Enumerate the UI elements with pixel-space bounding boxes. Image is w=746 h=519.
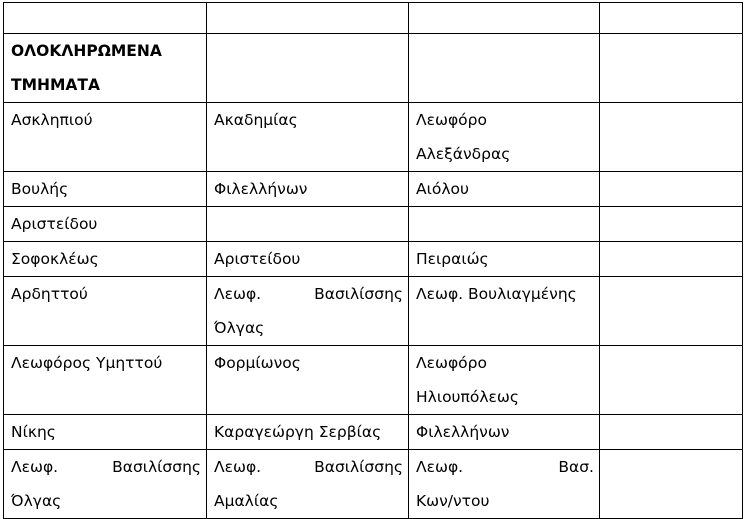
- street-cell: [207, 103, 409, 172]
- street-name-line: Λεωφ. Βουλιαγμένης: [416, 285, 577, 303]
- street-name-line: Αλεξάνδρας: [416, 145, 511, 163]
- empty-cell: [600, 346, 743, 415]
- street-cell: [4, 450, 207, 519]
- street-name-line: Λεωφ. Βασ.: [416, 458, 594, 476]
- street-cell: [207, 277, 409, 346]
- street-name-line: Αριστείδου: [214, 250, 301, 268]
- street-name-line: Λεωφ. Βασιλίσσης: [11, 458, 201, 476]
- street-cell: [409, 103, 600, 172]
- street-name-line: Φιλελλήνων: [214, 180, 308, 198]
- table-row: [4, 346, 743, 415]
- table-row: [4, 415, 743, 450]
- street-name-line: Νίκης: [11, 423, 56, 441]
- table-row: [4, 207, 743, 242]
- empty-header-row: [4, 3, 743, 34]
- section-title-line: ΤΜΗΜΑΤΑ: [11, 76, 100, 94]
- empty-cell: [600, 415, 743, 450]
- street-cell: [409, 207, 600, 242]
- section-title-line: ΟΛΟΚΛΗΡΩΜΕΝΑ: [11, 42, 162, 60]
- street-name-line: Ασκληπιού: [11, 111, 93, 129]
- street-cell: [409, 346, 600, 415]
- empty-cell: [600, 103, 743, 172]
- street-cell: [4, 103, 207, 172]
- empty-cell: [207, 34, 409, 103]
- street-cell: [409, 450, 600, 519]
- empty-cell: [600, 172, 743, 207]
- street-name-line: Φορμίωνος: [214, 354, 301, 372]
- street-name-line: Λεωφ. Βασιλίσσης: [214, 285, 403, 303]
- header-cell: [409, 3, 600, 34]
- street-name-line: Καραγεώργη Σερβίας: [214, 423, 382, 441]
- street-name-line: Λεωφόρο: [416, 111, 487, 129]
- street-name-line: Λεωφόρος Υμηττού: [11, 354, 163, 372]
- street-name-line: Ακαδημίας: [214, 111, 298, 129]
- street-cell: [409, 415, 600, 450]
- street-name-line: Πειραιώς: [416, 250, 489, 268]
- street-name-line: Λεωφ. Βασιλίσσης: [214, 458, 403, 476]
- header-cell: [4, 3, 207, 34]
- street-cell: [409, 242, 600, 277]
- street-name-line: Αμαλίας: [214, 492, 279, 510]
- header-cell: [207, 3, 409, 34]
- street-name-line: Όλγας: [214, 319, 265, 337]
- empty-cell: [600, 277, 743, 346]
- street-cell: [4, 207, 207, 242]
- street-cell: [4, 277, 207, 346]
- street-cell: [4, 346, 207, 415]
- street-name-line: Κων/ντου: [416, 492, 490, 510]
- street-name-line: Σοφοκλέως: [11, 250, 99, 268]
- street-name-line: Αρδηττού: [11, 285, 88, 303]
- street-name-line: Βουλής: [11, 180, 69, 198]
- street-name-line: Φιλελλήνων: [416, 423, 510, 441]
- street-name-line: Όλγας: [11, 492, 62, 510]
- street-cell: [4, 415, 207, 450]
- street-cell: [409, 277, 600, 346]
- street-name-line: Ηλιουπόλεως: [416, 388, 519, 406]
- empty-cell: [409, 34, 600, 103]
- street-name-line: Αιόλου: [416, 180, 469, 198]
- street-cell: [207, 242, 409, 277]
- street-name-line: Αριστείδου: [11, 215, 98, 233]
- empty-cell: [600, 242, 743, 277]
- street-cell: [207, 450, 409, 519]
- table-row: [4, 277, 743, 346]
- streets-table: [3, 2, 743, 519]
- empty-cell: [600, 207, 743, 242]
- header-cell: [600, 3, 743, 34]
- table-row: [4, 450, 743, 519]
- street-cell: [4, 172, 207, 207]
- street-name-line: Λεωφόρο: [416, 354, 487, 372]
- street-cell: [207, 172, 409, 207]
- section-title-cell: [4, 34, 207, 103]
- street-cell: [207, 415, 409, 450]
- table-row: [4, 172, 743, 207]
- street-cell: [207, 207, 409, 242]
- street-cell: [4, 242, 207, 277]
- table-row: [4, 242, 743, 277]
- empty-cell: [600, 450, 743, 519]
- empty-cell: [600, 34, 743, 103]
- section-title-row: [4, 34, 743, 103]
- street-cell: [207, 346, 409, 415]
- table-row: [4, 103, 743, 172]
- street-cell: [409, 172, 600, 207]
